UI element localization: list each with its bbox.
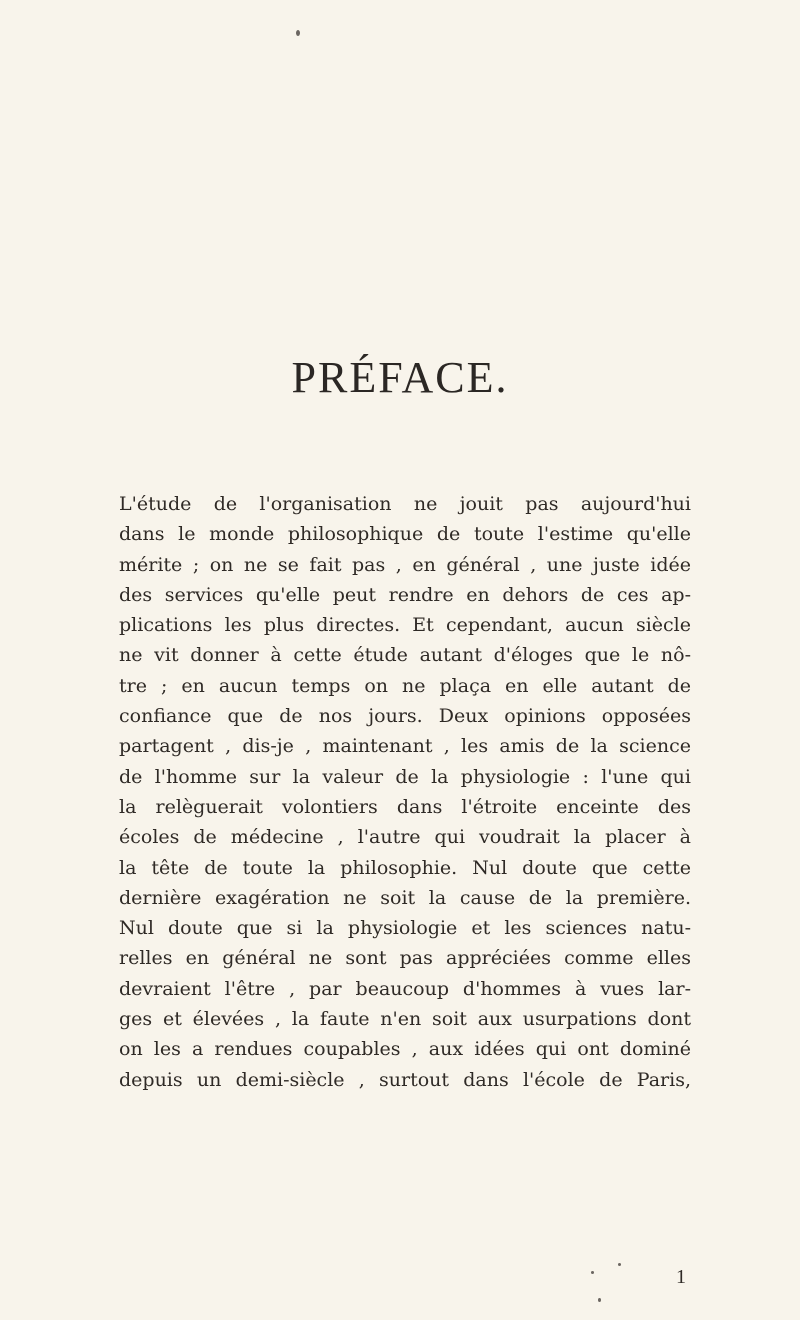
text-line-8: confiance que de nos jours. Deux opinions opposées (119, 705, 691, 728)
text-line-6: ne vit donner à cette étude autant d'éloges que le nô- (119, 644, 691, 667)
text-line-1: L'étude de l'organisation ne jouit pas aujourd'hui (119, 493, 691, 515)
text-line-20: depuis un demi-siècle , surtout dans l'école de Paris, (119, 1068, 691, 1091)
text-line-5: plications les plus directes. Et cependant, aucun siècle (119, 614, 691, 637)
text-line-12: écoles de médecine , l'autre qui voudrait la placer à (119, 826, 691, 849)
paper-speck (598, 1298, 601, 1302)
text-line-10: de l'homme sur la valeur de la physiologie : l'une qui (119, 765, 691, 788)
text-line-3: mérite ; on ne se fait pas , en général , une juste idée (119, 553, 691, 576)
text-line-17: devraient l'être , par beaucoup d'hommes à vues lar- (119, 977, 691, 1000)
text-line-16: relles en général ne sont pas appréciées comme elles (119, 947, 691, 970)
body-text (119, 489, 691, 1095)
page-number: 1 (676, 1266, 686, 1288)
text-line-7: tre ; en aucun temps on ne plaça en elle autant de (119, 674, 691, 697)
text-line-11: la relèguerait volontiers dans l'étroite enceinte des (119, 795, 691, 818)
paper-speck (618, 1263, 621, 1266)
text-line-4: des services qu'elle peut rendre en dehors de ces ap- (119, 583, 691, 606)
text-line-9: partagent , dis-je , maintenant , les amis de la science (119, 735, 691, 758)
text-line-2: dans le monde philosophique de toute l'estime qu'elle (119, 523, 691, 546)
paper-speck (296, 30, 300, 36)
text-line-15: Nul doute que si la physiologie et les sciences natu- (119, 917, 691, 940)
text-line-19: on les a rendues coupables , aux idées qui ont dominé (119, 1038, 691, 1061)
page-title: PRÉFACE. (291, 353, 509, 402)
text-line-18: ges et élevées , la faute n'en soit aux usurpations dont (119, 1008, 691, 1031)
text-line-14: dernière exagération ne soit la cause de la première. (119, 886, 691, 909)
text-line-13: la tête de toute la philosophie. Nul doute que cette (119, 856, 691, 879)
paper-speck (591, 1271, 594, 1274)
